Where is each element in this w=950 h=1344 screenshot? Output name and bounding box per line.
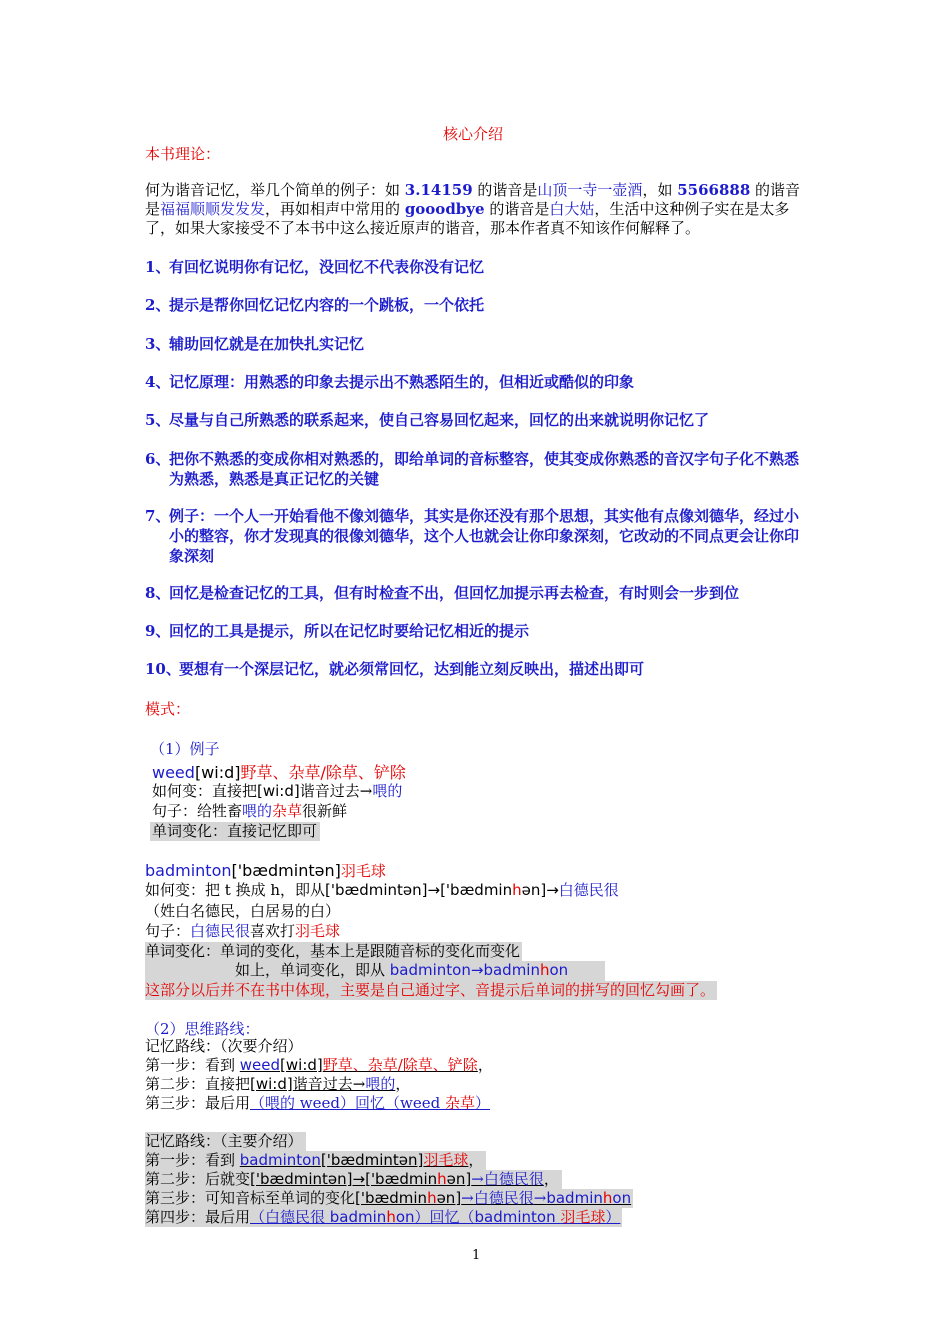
- intro-word: gooodbye: [404, 200, 485, 218]
- arrow: →: [471, 1170, 484, 1188]
- line-text: 第二步：后就变: [145, 1170, 251, 1188]
- arrow: →: [470, 961, 484, 979]
- homophone: 白德民很: [483, 1170, 544, 1188]
- recall-phrase: （白德民很 badmin: [250, 1208, 387, 1226]
- intro-text: 的谐音是: [484, 200, 550, 218]
- route-step: [145, 1056, 493, 1075]
- rule-text: 提示是帮你回忆记忆内容的一个跳板，一个依托: [169, 296, 485, 314]
- rule-item: [145, 583, 740, 603]
- page-title: 核心介绍: [443, 125, 504, 143]
- rule-number: 2、: [145, 296, 171, 314]
- arrow: →: [533, 1189, 547, 1207]
- line-text: 谐音过去→: [299, 782, 373, 800]
- vocab-word: badminton: [145, 861, 232, 880]
- vocab-word: weed: [239, 1056, 281, 1074]
- vocab-word: weed: [152, 763, 195, 782]
- route-step: [145, 1151, 486, 1170]
- rule-number: 5、: [145, 411, 171, 429]
- rule-text: 要想有一个深层记忆，就必须常回忆，达到能立刻反映出，描述出即可: [179, 660, 645, 678]
- arrow: →: [461, 1189, 474, 1207]
- line-text: 谐音过去→: [292, 1075, 366, 1093]
- sentence-line: [145, 922, 340, 941]
- phonetic: ən]: [446, 1170, 472, 1188]
- rule-text: 记忆原理：用熟悉的印象去提示出不熟悉陌生的，但相近或酷似的印象: [169, 373, 635, 391]
- changed-letter: h: [386, 1208, 396, 1226]
- vocab-word: badminton: [389, 961, 471, 979]
- intro-text: 何为谐音记忆，举几个简单的例子：如: [145, 181, 405, 199]
- changed-letter: h: [602, 1189, 613, 1207]
- rule-item: [145, 659, 645, 679]
- homophone: 喂的: [242, 802, 273, 820]
- phonetic: ən]→: [521, 881, 559, 899]
- intro-text: 的谐音是: [472, 181, 538, 199]
- line-text: 句子：给牲畜: [152, 802, 243, 820]
- sentence-line: [152, 802, 347, 821]
- line-text: ，: [468, 1151, 484, 1169]
- vocab-word: badminton: [239, 1151, 321, 1169]
- vocab-word: badmin: [483, 961, 540, 979]
- phonetic: ['bædmintən]→['bædmin: [325, 881, 513, 899]
- homophone: 白德民很: [558, 881, 619, 899]
- line-text: 第二步：直接把: [145, 1075, 251, 1093]
- changed-letter: h: [539, 961, 550, 979]
- line-text: 句子：: [145, 922, 191, 940]
- word-meaning: 杂草: [444, 1094, 475, 1112]
- rule-item: [145, 372, 635, 392]
- rule-item: [145, 506, 800, 565]
- thinking-label: （2）思维路线：: [145, 1020, 260, 1038]
- route-title: 记忆路线：（主要介绍）: [145, 1132, 306, 1151]
- rule-number: 4、: [145, 373, 171, 391]
- word-meaning: 野草、杂草/除草、铲除: [322, 1056, 478, 1074]
- section-heading-theory: 本书理论：: [145, 145, 221, 163]
- rule-item: [145, 295, 485, 315]
- phonetic: ['bædmintən]: [320, 1151, 424, 1169]
- rule-number: 9、: [145, 622, 171, 640]
- intro-text: 的谐音是: [145, 181, 801, 218]
- recall-phrase: ）: [605, 1208, 621, 1226]
- route-step: [145, 1075, 410, 1094]
- line-text: 如上，单词变化，即从: [235, 961, 390, 979]
- recall-phrase: （喂的 weed）回忆（weed: [250, 1094, 445, 1112]
- phonetic: [wi:d]: [280, 1056, 323, 1074]
- line-text: 如何变：把 t 换成 h，即从: [145, 881, 325, 899]
- rule-text: 例子：一个人一开始看他不像刘德华，其实是你还没有那个思想，其实他有点像刘德华，经过小小的整容，你才发现真的很像刘德华，这个人也就会让你印象深刻，它改动的不同点更会让你印象深刻: [169, 507, 800, 565]
- vocab-word: badmin: [546, 1189, 603, 1207]
- word-meaning: 杂草: [272, 802, 303, 820]
- intro-text: ，生活中这种例子实在是太多了，如果大家接受不了本书中这么接近原声的谐音，那本作者真不知该作何解释了。: [145, 200, 790, 237]
- phonetic: ['bædmintən]→['bædmin: [250, 1170, 438, 1188]
- how-to-change-line: [145, 881, 619, 900]
- rule-number: 1、: [145, 258, 171, 276]
- intro-text: ，如: [642, 181, 678, 199]
- page-number: 1: [472, 1248, 481, 1263]
- intro-text: ，再如相声中常用的: [265, 200, 405, 218]
- rule-item: [145, 334, 365, 354]
- rule-number: 8、: [145, 584, 171, 602]
- route-title: 记忆路线：（次要介绍）: [145, 1037, 303, 1055]
- rule-item: [145, 410, 710, 430]
- line-text: ，: [477, 1056, 493, 1074]
- line-text: 第一步：看到: [145, 1151, 240, 1169]
- example-label: （1）例子: [150, 740, 220, 758]
- intro-homophone: 山顶一寺一壶酒: [537, 181, 643, 199]
- how-to-change-line: [152, 782, 402, 801]
- warning-line: 这部分以后并不在书中体现，主要是自己通过字、音提示后单词的拼写的回忆勾画了。: [145, 981, 716, 999]
- phonetic: ['bædmintən]: [231, 861, 341, 880]
- vocab-word: on: [549, 961, 569, 979]
- changed-letter: h: [512, 881, 522, 899]
- word-meaning: 羽毛球: [295, 922, 341, 940]
- phonetic: ən]: [436, 1189, 462, 1207]
- rule-number: 10、: [145, 660, 181, 678]
- line-text: 第三步：最后用: [145, 1094, 251, 1112]
- rule-number: 6、: [145, 450, 171, 468]
- rule-item: [145, 621, 530, 641]
- phonetic: [wi:d]: [257, 782, 300, 800]
- word-meaning: 羽毛球: [340, 862, 386, 880]
- rule-text: 辅助回忆就是在加快扎实记忆: [169, 335, 365, 353]
- route-step: [145, 1208, 622, 1227]
- line-text: 喜欢打: [250, 922, 296, 940]
- intro-number-pi: 3.14159: [404, 181, 473, 199]
- vocab-word: on: [612, 1189, 632, 1207]
- rule-number: 3、: [145, 335, 171, 353]
- word-change-line: 单词变化：直接记忆即可: [150, 822, 320, 841]
- rule-number: 7、: [145, 507, 171, 525]
- phonetic: [wi:d]: [194, 763, 241, 782]
- homophone: 白德民很: [190, 922, 251, 940]
- example-word-line: [145, 860, 386, 881]
- line-text: ，: [395, 1075, 411, 1093]
- homophone: 白德民很: [473, 1189, 534, 1207]
- rule-item: [145, 449, 800, 488]
- word-meaning: 羽毛球: [423, 1151, 469, 1169]
- line-text: 很新鲜: [302, 802, 348, 820]
- intro-number: 5566888: [677, 181, 751, 199]
- note-line: （姓白名德民，白居易的白）: [145, 902, 341, 920]
- word-change-line: 单词变化：单词的变化，基本上是跟随音标的变化而变化: [145, 942, 521, 960]
- homophone: 喂的: [365, 1075, 396, 1093]
- line-text: 第三步：可知音标至单词的变化: [145, 1189, 356, 1207]
- word-meaning: 野草、杂草/除草、铲除: [240, 763, 406, 782]
- line-text: 如何变：直接把: [152, 782, 258, 800]
- intro-homophone: 白大姑: [549, 200, 595, 218]
- recall-phrase: ）: [474, 1094, 490, 1112]
- line-text: 第一步：看到: [145, 1056, 240, 1074]
- phonetic: ['bædmin: [355, 1189, 428, 1207]
- intro-homophone: 福福顺顺发发发: [160, 200, 266, 218]
- word-meaning: 羽毛球: [560, 1208, 606, 1226]
- changed-letter: h: [427, 1189, 437, 1207]
- rule-text: 把你不熟悉的变成你相对熟悉的，即给单词的音标整容，使其变成你熟悉的音汉字句子化不熟悉为熟悉，熟悉是真正记忆的关键: [169, 450, 800, 488]
- route-step: [145, 1094, 490, 1113]
- recall-phrase: on）回忆（badminton: [395, 1208, 561, 1226]
- line-text: 第四步：最后用: [145, 1208, 251, 1226]
- word-change-line: [235, 961, 568, 980]
- example-word-line: [152, 760, 406, 783]
- homophone: 喂的: [372, 782, 403, 800]
- rule-item: [145, 257, 485, 277]
- changed-letter: h: [437, 1170, 447, 1188]
- line-text: ，: [543, 1170, 559, 1188]
- section-heading-mode: 模式：: [145, 700, 191, 718]
- rule-text: 回忆的工具是提示，所以在记忆时要给记忆相近的提示: [169, 622, 530, 640]
- rule-text: 尽量与自己所熟悉的联系起来，使自己容易回忆起来，回忆的出来就说明你记忆了: [169, 411, 710, 429]
- route-step: [145, 1189, 633, 1208]
- route-step: [145, 1170, 562, 1189]
- intro-paragraph: [145, 181, 810, 238]
- rule-text: 有回忆说明你有记忆，没回忆不代表你没有记忆: [169, 258, 485, 276]
- phonetic: [wi:d]: [250, 1075, 293, 1093]
- rule-text: 回忆是检查记忆的工具，但有时检查不出，但回忆加提示再去检查，有时则会一步到位: [169, 584, 740, 602]
